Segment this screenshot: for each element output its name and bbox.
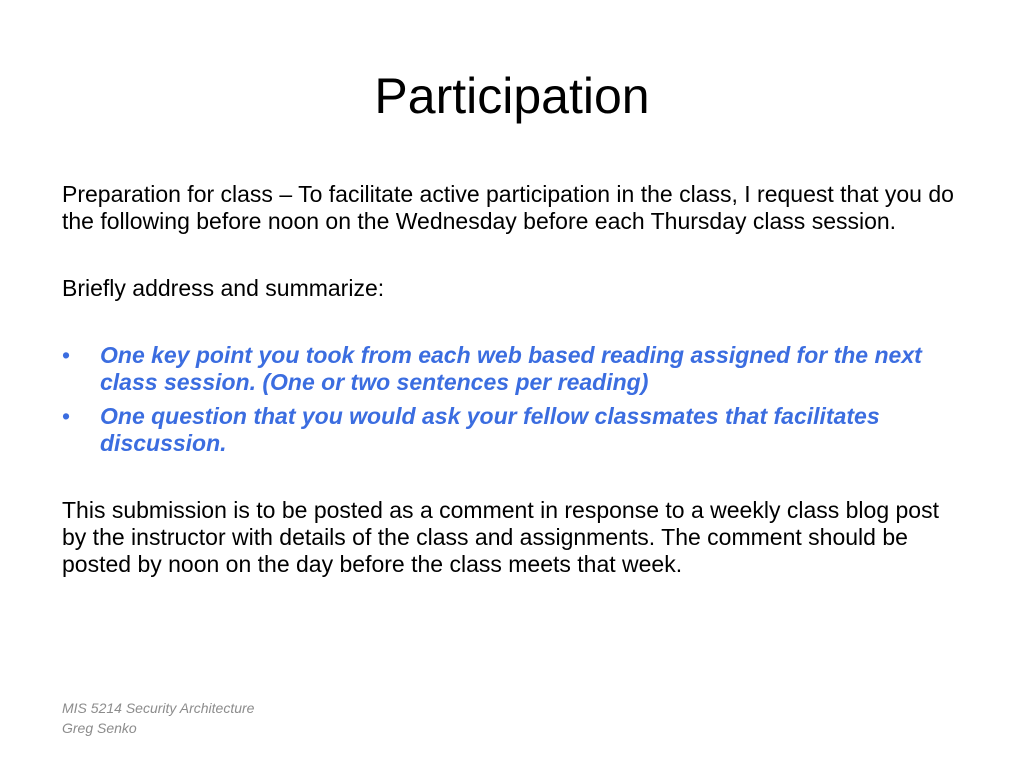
bullet-dot-icon: • [62,403,71,429]
slide-title: Participation [374,68,650,124]
slide-body [62,181,962,618]
bullet-text: One key point you took from each web based reading assigned for the next class session. (One or two sentences per reading) [100,342,922,395]
summary-instruction: Briefly address and summarize: [62,275,385,301]
bullet-list [62,342,962,457]
bullet-dot-icon: • [62,342,71,368]
slide-footer [62,698,254,738]
submission-paragraph: This submission is to be posted as a comment in response to a weekly class blog post by the instructor with details of the class and assignments. The comment should be posted by noon on the day before the class meets that week. [62,497,939,577]
bullet-item-question [62,403,962,457]
footer-course: MIS 5214 Security Architecture [62,700,255,716]
footer-author: Greg Senko [62,720,137,736]
intro-paragraph: Preparation for class – To facilitate active participation in the class, I request that you do the following before noon on the Wednesday before each Thursday class session. [62,181,954,234]
bullet-text: One question that you would ask your fellow classmates that facilitates discussion. [100,403,880,456]
bullet-item-key-point [62,342,962,396]
